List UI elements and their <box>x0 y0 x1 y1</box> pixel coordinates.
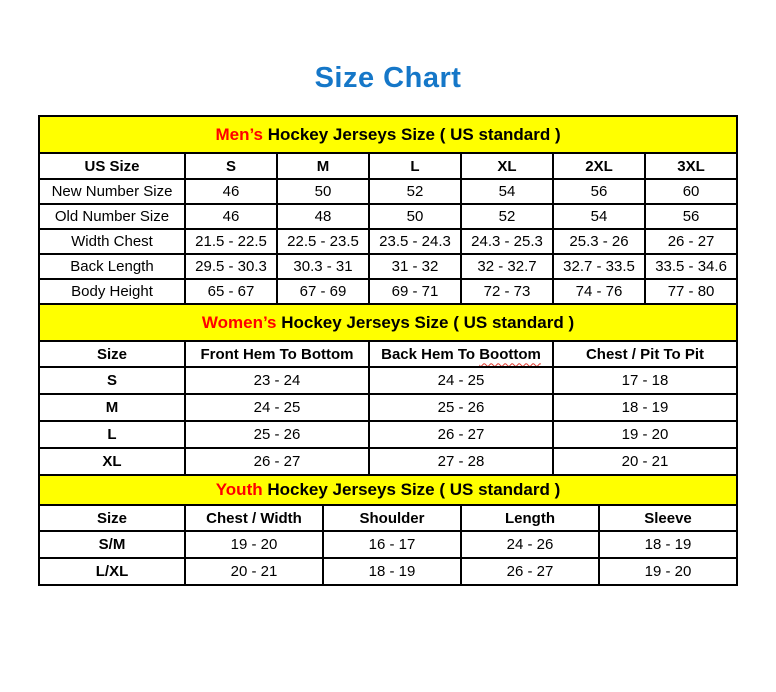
mens-column-header: 2XL <box>553 153 645 179</box>
size-cell: 24 - 26 <box>461 531 599 558</box>
size-cell: 19 - 20 <box>553 421 737 448</box>
mens-section-title-rest: Hockey Jerseys Size ( US standard ) <box>263 124 561 144</box>
size-cell: 32 - 32.7 <box>461 254 553 279</box>
mens-section-header <box>39 116 737 153</box>
youth-section-title-rest: Hockey Jerseys Size ( US standard ) <box>262 480 561 499</box>
size-cell: 60 <box>645 179 737 204</box>
size-cell: 24 - 25 <box>185 394 369 421</box>
size-cell: 69 - 71 <box>369 279 461 304</box>
size-cell: 54 <box>553 204 645 229</box>
youth-section-header <box>39 475 737 505</box>
row-label: Body Height <box>39 279 185 304</box>
size-cell: 74 - 76 <box>553 279 645 304</box>
size-cell: 31 - 32 <box>369 254 461 279</box>
row-label: New Number Size <box>39 179 185 204</box>
size-cell: 26 - 27 <box>185 448 369 475</box>
size-cell: 20 - 21 <box>185 558 323 585</box>
table-row <box>39 204 737 229</box>
table-row <box>39 421 737 448</box>
size-cell: 18 - 19 <box>323 558 461 585</box>
size-cell: 25.3 - 26 <box>553 229 645 254</box>
size-cell: 52 <box>461 204 553 229</box>
table-row <box>39 254 737 279</box>
table-row <box>39 179 737 204</box>
table-row <box>39 229 737 254</box>
size-cell: 22.5 - 23.5 <box>277 229 369 254</box>
size-cell: 32.7 - 33.5 <box>553 254 645 279</box>
row-label: S <box>39 367 185 394</box>
size-cell: 24 - 25 <box>369 367 553 394</box>
size-cell: 26 - 27 <box>645 229 737 254</box>
size-cell: 18 - 19 <box>553 394 737 421</box>
size-cell: 48 <box>277 204 369 229</box>
womens-column-header: Chest / Pit To Pit <box>553 341 737 367</box>
size-cell: 27 - 28 <box>369 448 553 475</box>
row-label: M <box>39 394 185 421</box>
mens-column-header: US Size <box>39 153 185 179</box>
mens-section-highlight: Men’s <box>215 124 263 144</box>
size-cell: 19 - 20 <box>185 531 323 558</box>
row-label: Old Number Size <box>39 204 185 229</box>
youth-column-header: Shoulder <box>323 505 461 531</box>
mens-column-header: XL <box>461 153 553 179</box>
size-cell: 23.5 - 24.3 <box>369 229 461 254</box>
size-cell: 26 - 27 <box>461 558 599 585</box>
table-row <box>39 367 737 394</box>
size-cell: 52 <box>369 179 461 204</box>
row-label: L/XL <box>39 558 185 585</box>
womens-section-title-rest: Hockey Jerseys Size ( US standard ) <box>276 312 575 332</box>
womens-column-header <box>369 341 553 367</box>
size-cell: 30.3 - 31 <box>277 254 369 279</box>
row-label: S/M <box>39 531 185 558</box>
table-row <box>39 558 737 585</box>
size-cell: 65 - 67 <box>185 279 277 304</box>
mens-size-table <box>38 115 738 305</box>
youth-column-header: Size <box>39 505 185 531</box>
size-cell: 56 <box>553 179 645 204</box>
misspelled-word: Boottom <box>479 345 541 363</box>
size-cell: 25 - 26 <box>369 394 553 421</box>
row-label: L <box>39 421 185 448</box>
youth-column-header: Sleeve <box>599 505 737 531</box>
mens-column-header: M <box>277 153 369 179</box>
size-cell: 17 - 18 <box>553 367 737 394</box>
size-cell: 50 <box>369 204 461 229</box>
size-cell: 46 <box>185 204 277 229</box>
youth-section-highlight: Youth <box>215 480 263 499</box>
size-cell: 54 <box>461 179 553 204</box>
size-cell: 18 - 19 <box>599 531 737 558</box>
table-row <box>39 394 737 421</box>
size-cell: 20 - 21 <box>553 448 737 475</box>
table-row <box>39 531 737 558</box>
page-title: Size Chart <box>314 62 462 94</box>
youth-size-table <box>38 474 738 586</box>
size-cell: 56 <box>645 204 737 229</box>
mens-column-header: 3XL <box>645 153 737 179</box>
size-cell: 29.5 - 30.3 <box>185 254 277 279</box>
womens-section-header <box>39 304 737 341</box>
size-cell: 77 - 80 <box>645 279 737 304</box>
size-cell: 33.5 - 34.6 <box>645 254 737 279</box>
size-cell: 21.5 - 22.5 <box>185 229 277 254</box>
size-cell: 19 - 20 <box>599 558 737 585</box>
size-cell: 46 <box>185 179 277 204</box>
size-cell: 26 - 27 <box>369 421 553 448</box>
back-hem-label-prefix: Back Hem To <box>381 345 480 363</box>
womens-column-header: Size <box>39 341 185 367</box>
table-row <box>39 279 737 304</box>
mens-column-header: L <box>369 153 461 179</box>
row-label: Back Length <box>39 254 185 279</box>
row-label: Width Chest <box>39 229 185 254</box>
size-cell: 16 - 17 <box>323 531 461 558</box>
youth-column-header: Length <box>461 505 599 531</box>
size-cell: 67 - 69 <box>277 279 369 304</box>
size-cell: 50 <box>277 179 369 204</box>
size-cell: 25 - 26 <box>185 421 369 448</box>
womens-section-highlight: Women’s <box>201 312 277 332</box>
size-cell: 24.3 - 25.3 <box>461 229 553 254</box>
row-label: XL <box>39 448 185 475</box>
size-chart-tables <box>38 115 736 586</box>
womens-column-header: Front Hem To Bottom <box>185 341 369 367</box>
youth-column-header: Chest / Width <box>185 505 323 531</box>
table-row <box>39 448 737 475</box>
size-cell: 23 - 24 <box>185 367 369 394</box>
womens-size-table <box>38 303 738 476</box>
size-cell: 72 - 73 <box>461 279 553 304</box>
mens-column-header: S <box>185 153 277 179</box>
